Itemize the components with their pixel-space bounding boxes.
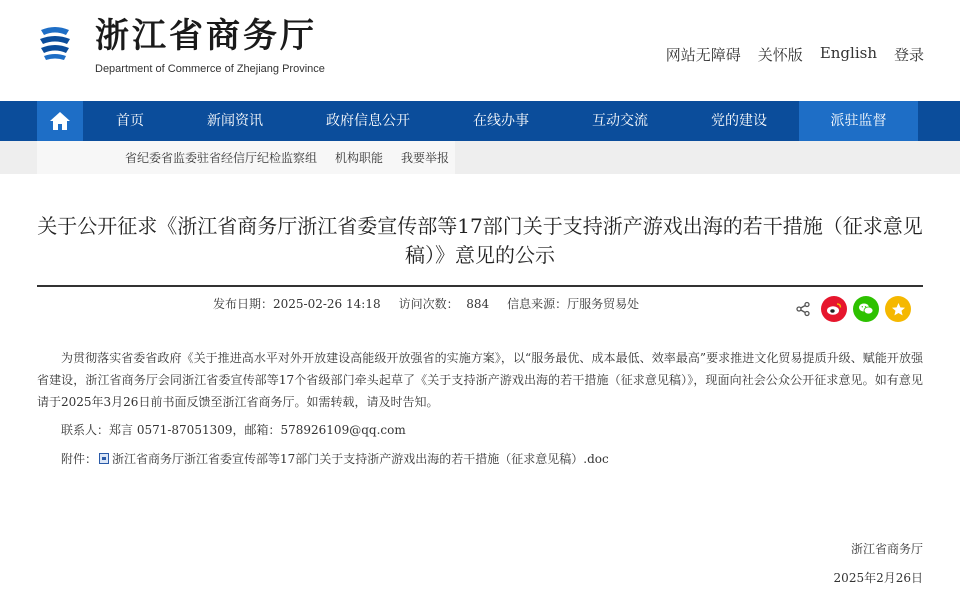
contact-info: 联系人：郑言 0571-87051309，邮箱：578926109@qq.com [61, 423, 406, 437]
nav-item-online-service[interactable]: 在线办事 [473, 113, 529, 129]
nav-item-party[interactable]: 党的建设 [711, 113, 767, 129]
attachment-label: 附件： [61, 452, 98, 466]
signature-date: 2025年2月26日 [833, 571, 923, 585]
signature-org: 浙江省商务厅 [850, 542, 923, 556]
subnav [37, 141, 455, 174]
info-source: 信息来源：厅服务贸易处 [507, 297, 640, 311]
accessibility-link[interactable]: 网站无障碍 [665, 46, 741, 64]
logo-icon [36, 22, 74, 62]
nav-item-interaction[interactable]: 互动交流 [592, 113, 648, 129]
english-link[interactable]: English [819, 44, 877, 62]
article-title: 关于公开征求《浙江省商务厅浙江省委宣传部等17部门关于支持浙产游戏出海的若干措施（征求意见稿）》意见的公示 [37, 214, 923, 267]
share-icon[interactable] [795, 301, 811, 317]
nav-item-gov-info[interactable]: 政府信息公开 [326, 113, 410, 129]
top-links [666, 44, 924, 65]
main-nav [0, 101, 960, 141]
site-title[interactable]: 浙江省商务厅 [95, 16, 317, 56]
care-version-link[interactable]: 关怀版 [757, 46, 803, 64]
login-link[interactable]: 登录 [893, 46, 924, 64]
home-icon [49, 111, 71, 131]
subnav-item-inspection-group[interactable]: 省纪委省监委驻省经信厅纪检监察组 [125, 151, 318, 165]
subnav-item-functions[interactable]: 机构职能 [335, 151, 384, 165]
article-paragraph: 为贯彻落实省委省政府《关于推进高水平对外开放建设高能级开放强省的实施方案》，以“服务最优、成本最低、效率最高”要求推进文化贸易提质升级、赋能开放强省建设，浙江省商务厅会同浙江省委宣传部等17个省级部门牵头起草了《关于支持浙产游戏出海的若干措施（征求意见稿）》，现面向社会公众公开征求意见。如有意见请于2025年3月26日前书面反馈至浙江省商务厅。如需转载，请及时告知。 [37, 351, 923, 409]
nav-item-supervision[interactable]: 派驻监督 [799, 101, 918, 141]
favorite-icon[interactable] [885, 296, 911, 322]
publish-date: 发布日期：2025-02-26 14:18 [213, 297, 381, 311]
title-divider [37, 285, 923, 287]
nav-item-news[interactable]: 新闻资讯 [207, 113, 263, 129]
nav-item-home[interactable]: 首页 [116, 113, 144, 129]
attachment-link[interactable]: 浙江省商务厅浙江省委宣传部等17部门关于支持浙产游戏出海的若干措施（征求意见稿）.doc [112, 452, 609, 466]
attachment-row [61, 450, 609, 467]
site-subtitle: Department of Commerce of Zhejiang Province [95, 63, 325, 75]
weibo-icon[interactable] [821, 296, 847, 322]
nav-home-button[interactable] [37, 101, 83, 141]
visit-count: 访问次数： 884 [398, 297, 490, 311]
wechat-icon[interactable] [853, 296, 879, 322]
article-meta [213, 295, 639, 312]
subnav-bar [0, 141, 960, 174]
share-bar [795, 296, 911, 322]
article-body [37, 347, 923, 413]
subnav-item-report[interactable]: 我要举报 [401, 151, 450, 165]
doc-file-icon [99, 453, 109, 464]
site-header [0, 0, 960, 101]
